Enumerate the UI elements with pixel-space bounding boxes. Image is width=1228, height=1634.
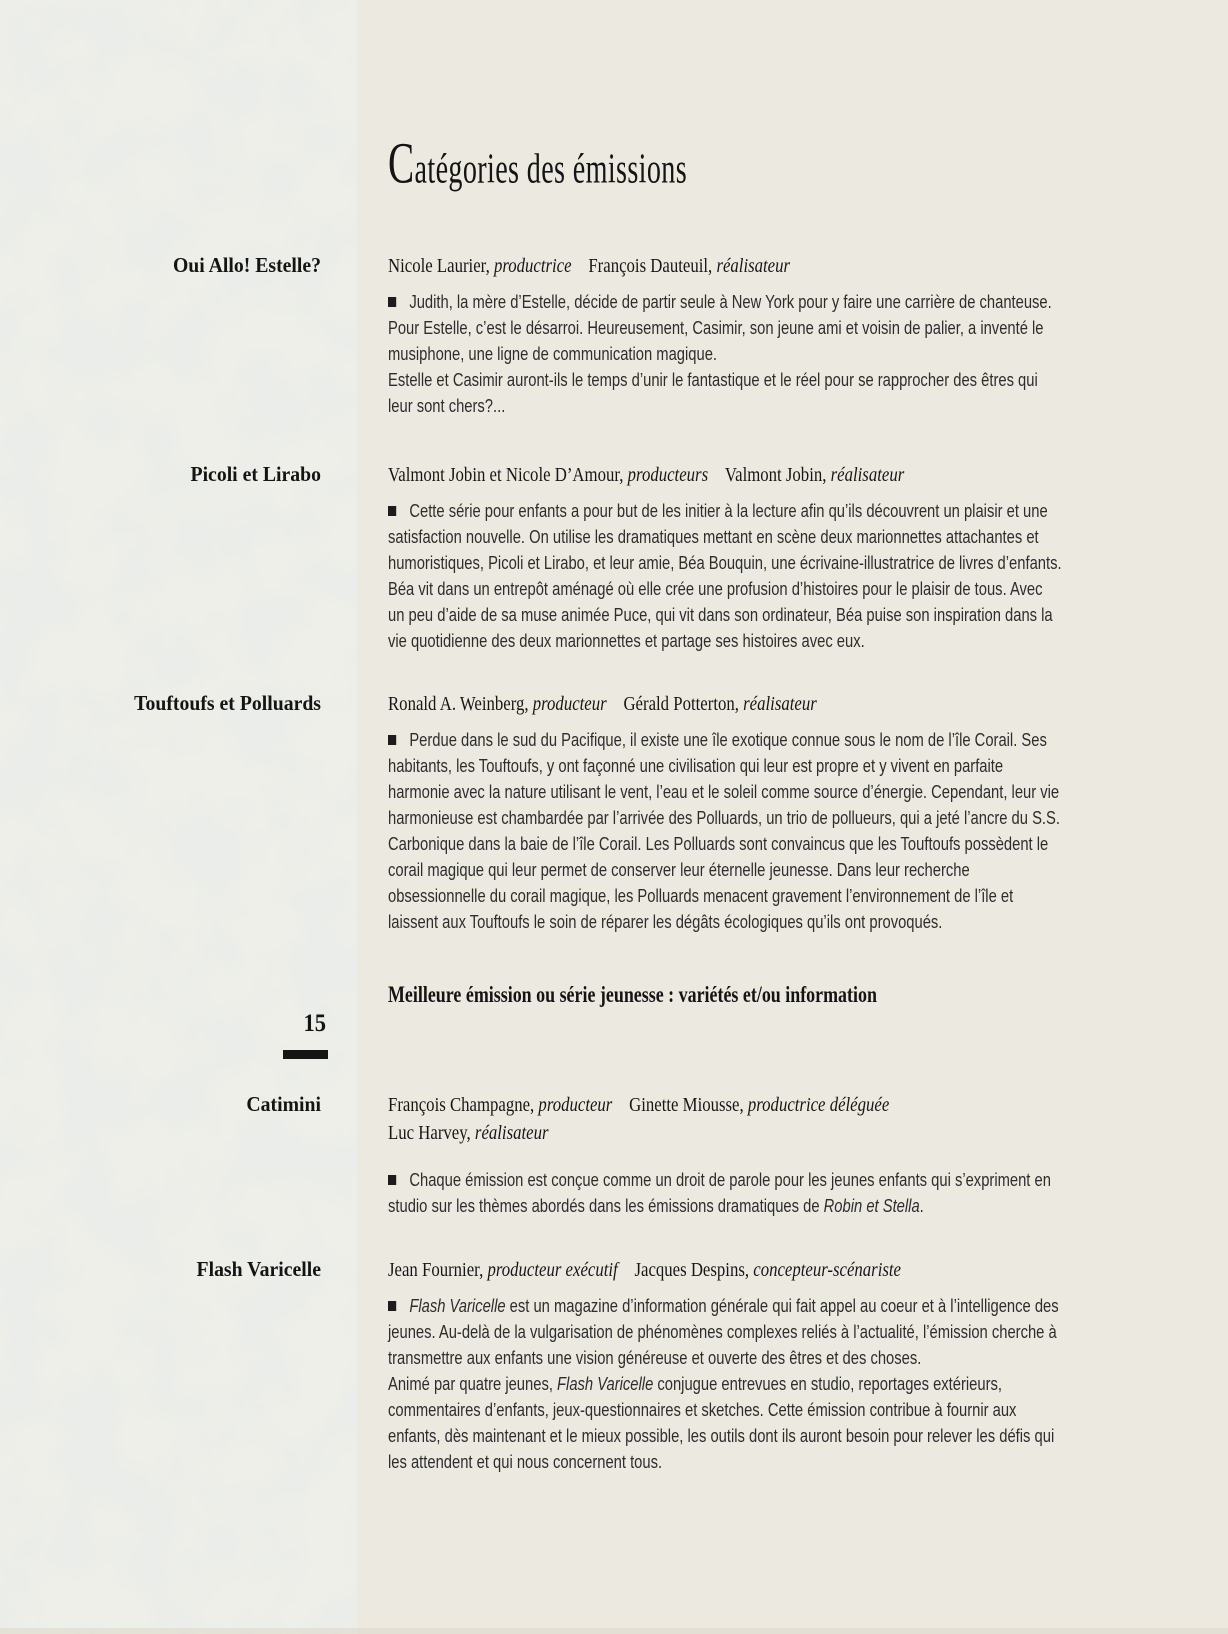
text: . [919, 1196, 924, 1216]
text: Animé par quatre jeunes, [388, 1374, 558, 1394]
text: Jacques Despins, [617, 1260, 754, 1281]
program-description [388, 498, 1063, 654]
square-bullet-icon [388, 506, 396, 516]
text: Valmont Jobin, [708, 465, 831, 486]
category-heading: Meilleure émission ou série jeunesse : variétés et/ou information [388, 982, 877, 1007]
text: Chaque émission est conçue comme un droit de parole pour les jeunes enfants qui s’expriment en studio sur les thèmes abordés dans les émissions dramatiques de [388, 1170, 1051, 1216]
program-description [388, 1167, 1063, 1219]
text: Gérald Potterton, [606, 694, 744, 715]
text: Jean Fournier, [388, 1260, 488, 1281]
square-bullet-icon [388, 297, 396, 307]
text: Perdue dans le sud du Pacifique, il existe une île exotique connue sous le nom de l’île Corail. Ses habitants, les Touftoufs, y ont façonné une civilisation qui leur est propre et y vivent en parfaite harmonie avec la nature utilisant le vent, l’eau et le soleil comme source d’énergie. Cependant, leur vie harmonieuse est chambardée par l’arrivée des Polluards, un trio de pollueurs, qui a jeté l’ancre du S.S. Carbonique dans la baie de l’île Corail. Les Polluards sont convaincus que les Touftoufs possèdent le corail magique qui leur permet de conserver leur éternelle jeunesse. Dans leur recherche obsessionnelle du corail magique, les Polluards menacent gravement l’environnement de l’île et laissent aux Touftoufs le soin de réparer les dégâts écologiques qu’ils ont provoqués. [388, 730, 1060, 932]
program-description [388, 289, 1063, 419]
page-number-bar [283, 1050, 328, 1059]
credit-line [388, 1092, 981, 1120]
credits [388, 1257, 981, 1285]
program-details [388, 462, 1078, 654]
credits [388, 691, 981, 719]
italic-text: productrice [493, 256, 572, 277]
program-title: Touftoufs et Polluards [134, 691, 321, 715]
page-bottom-edge [0, 1628, 1228, 1634]
italic-text: réalisateur [474, 1123, 549, 1144]
italic-text: concepteur-scénariste [753, 1260, 901, 1281]
italic-text: producteur exécutif [487, 1260, 618, 1281]
text: Cette série pour enfants a pour but de les initier à la lecture afin qu’ils découvrent un plaisir et une satisfaction nouvelle. On utilise les dramatiques mettant en scène deux marionnettes attachantes et humoristiques, Picoli et Lirabo, et leur amie, Béa Bouquin, une écrivaine-illustratrice de livres d’enfants. Béa vit dans un entrepôt aménagé où elle crée une profusion d’histoires pour le plaisir de tous. Avec un peu d’aide de sa muse animée Puce, qui vit dans son ordinateur, Béa puise son inspiration dans la vie quotidienne des deux marionnettes et partage ses histoires avec eux. [388, 501, 1062, 651]
credits [388, 1092, 981, 1148]
page-number: 15 [303, 1010, 326, 1037]
italic-text: réalisateur [743, 694, 817, 715]
text: conjugue entrevues en studio, reportages extérieurs, commentaires d’enfants, jeux-questionnaires et sketches. Cette émission contribue à fournir aux enfants, dès maintenant et le mieux possible, les outils dont ils auront besoin pour relever les défis qui les attendent et qui nous concernent tous. [388, 1374, 1055, 1472]
program-title: Oui Allo! Estelle? [172, 253, 321, 277]
text: Nicole Laurier, [388, 256, 494, 277]
credit-line [388, 253, 981, 281]
program-title: Flash Varicelle [196, 1257, 321, 1281]
italic-text: Robin et Stella [823, 1196, 920, 1216]
text: Ronald A. Weinberg, [388, 694, 533, 715]
program-description [388, 1293, 1063, 1475]
page-title: Catégories des émissions [388, 132, 688, 197]
italic-text: productrice déléguée [747, 1095, 890, 1116]
text: Estelle et Casimir auront-ils le temps d’unir le fantastique et le réel pour se rapprocher des êtres qui leur sont chers?... [388, 370, 1038, 416]
credit-line [388, 1120, 981, 1148]
text: François Champagne, [388, 1095, 539, 1116]
square-bullet-icon [388, 1175, 396, 1185]
credit-line [388, 691, 981, 719]
program-details [388, 253, 1078, 419]
text: Valmont Jobin et Nicole D’Amour, [388, 465, 628, 486]
credits [388, 253, 981, 281]
text: Ginette Miousse, [612, 1095, 748, 1116]
text: Judith, la mère d’Estelle, décide de partir seule à New York pour y faire une carrière de chanteuse. Pour Estelle, c’est le désarroi. Heureusement, Casimir, son jeune ami et voisin de palier, a inventé le musiphone, une ligne de communication magique. [388, 292, 1052, 364]
program-title: Catimini [246, 1092, 321, 1116]
italic-text: réalisateur [716, 256, 791, 277]
credit-line [388, 1257, 981, 1285]
credit-line [388, 462, 981, 490]
square-bullet-icon [388, 735, 396, 745]
italic-text: producteur [538, 1095, 613, 1116]
text: François Dauteuil, [571, 256, 717, 277]
italic-text: réalisateur [830, 465, 905, 486]
text: Luc Harvey, [388, 1123, 475, 1144]
program-details [388, 1257, 1078, 1475]
program-details [388, 691, 1078, 935]
program-title: Picoli et Lirabo [190, 462, 321, 486]
italic-text: Flash Varicelle [409, 1296, 506, 1316]
textured-margin [0, 0, 357, 1634]
program-description [388, 727, 1063, 935]
credits [388, 462, 981, 490]
italic-text: Flash Varicelle [557, 1374, 654, 1394]
program-details [388, 1092, 1078, 1219]
text: est un magazine d’information générale qui fait appel au coeur et à l’intelligence des jeunes. Au-delà de la vulgarisation de phénomènes complexes reliés à l’actualité, l’émission cherche à transmettre aux enfants une vision généreuse et ouverte des êtres et des choses. [388, 1296, 1059, 1368]
square-bullet-icon [388, 1301, 396, 1311]
italic-text: producteurs [627, 465, 709, 486]
italic-text: producteur [532, 694, 607, 715]
